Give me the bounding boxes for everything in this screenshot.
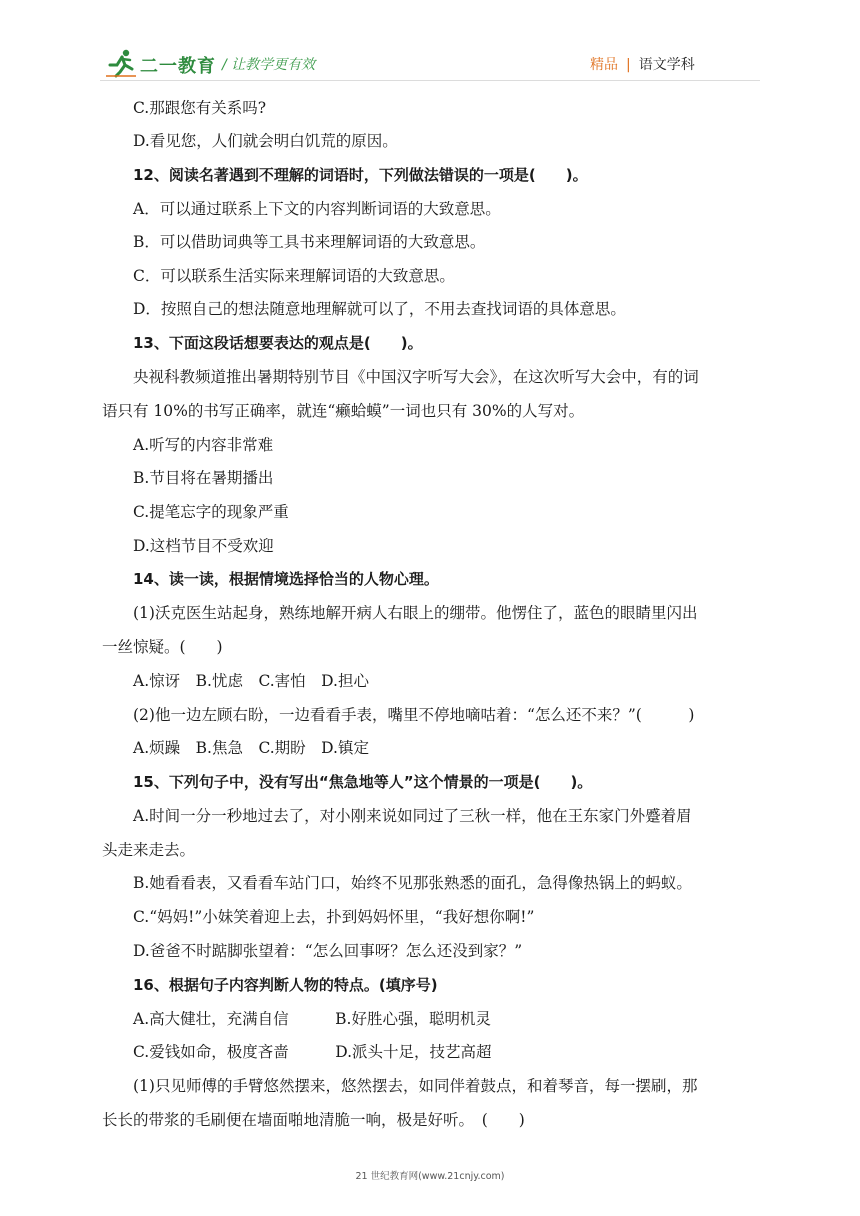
option-line: B.她看看表，又看看车站门口，始终不见那张熟悉的面孔，急得像热锅上的蚂蚁。 [133,874,692,892]
option-line: B.节目将在暑期播出 [133,469,274,487]
runner-logo-icon [105,48,137,78]
header-separator: | [626,57,631,73]
option-line: C．可以联系生活实际来理解词语的大致意思。 [133,267,455,285]
option-line: D．按照自己的想法随意地理解就可以了，不用去查找词语的具体意思。 [133,300,626,318]
header-right [590,54,695,74]
question-16: 16、根据句子内容判断人物的特点。(填序号) [133,976,438,994]
option-line: A.时间一分一秒地过去了，对小刚来说如同过了三秋一样，他在王东家门外蹙着眉 [133,807,692,825]
option-line: B．可以借助词典等工具书来理解词语的大致意思。 [133,233,486,251]
question-13: 13、下面这段话想要表达的观点是( )。 [133,334,423,352]
passage-line: (1)只见师傅的手臂悠然摆来，悠然摆去，如同伴着鼓点，和着琴音，每一摆刷，那 [133,1077,698,1095]
option-line: D.看见您，人们就会明白饥荒的原因。 [133,132,398,150]
page-header [0,0,860,90]
header-divider [100,80,760,81]
slogan: / 让教学更有效 [222,57,316,73]
question-14: 14、读一读，根据情境选择恰当的人物心理。 [133,570,439,588]
subject-label: 语文学科 [638,57,695,73]
option-line: A.烦躁 B.焦急 C.期盼 D.镇定 [133,739,369,757]
logo-text: 二一教育 [140,56,216,77]
passage-line: 语只有 10%的书写正确率，就连“癞蛤蟆”一词也只有 30%的人写对。 [102,402,585,420]
option-line: C.爱钱如命，极度吝啬 D.派头十足，技艺高超 [133,1043,492,1061]
passage-line: (1)沃克医生站起身，熟练地解开病人右眼上的绷带。他愣住了，蓝色的眼睛里闪出 [133,604,698,622]
option-line: C.提笔忘字的现象严重 [133,503,289,521]
option-line: C.那跟您有关系吗? [133,99,267,117]
option-line: A．可以通过联系上下文的内容判断词语的大致意思。 [133,200,501,218]
option-line: A.惊讶 B.忧虑 C.害怕 D.担心 [133,672,369,690]
passage-line: 央视科教频道推出暑期特别节目《中国汉字听写大会》，在这次听写大会中，有的词 [133,368,699,386]
option-line: D.爸爸不时踮脚张望着：“怎么回事呀？怎么还没到家？” [133,942,523,960]
quality-tag: 精品 [590,57,618,73]
passage-line: (2)他一边左顾右盼，一边看看手表，嘴里不停地嘀咕着：“怎么还不来？”( ) [133,706,695,724]
question-12: 12、阅读名著遇到不理解的词语时，下列做法错误的一项是( )。 [133,166,588,184]
option-line: A.听写的内容非常难 [133,436,274,454]
option-line: A.高大健壮，充满自信 B.好胜心强，聪明机灵 [133,1010,491,1028]
page-footer: 21 世纪教育网(www.21cnjy.com) [355,1171,505,1182]
passage-line: 长长的带浆的毛刷便在墙面啪地清脆一响，极是好听。 ( ) [102,1111,525,1129]
option-line: 头走来走去。 [102,841,196,859]
option-line: D.这档节目不受欢迎 [133,537,274,555]
passage-line: 一丝惊疑。( ) [102,638,223,656]
option-line: C.“妈妈!”小妹笑着迎上去，扑到妈妈怀里，“我好想你啊!” [133,908,535,926]
question-15: 15、下列句子中，没有写出“焦急地等人”这个情景的一项是( )。 [133,773,593,791]
